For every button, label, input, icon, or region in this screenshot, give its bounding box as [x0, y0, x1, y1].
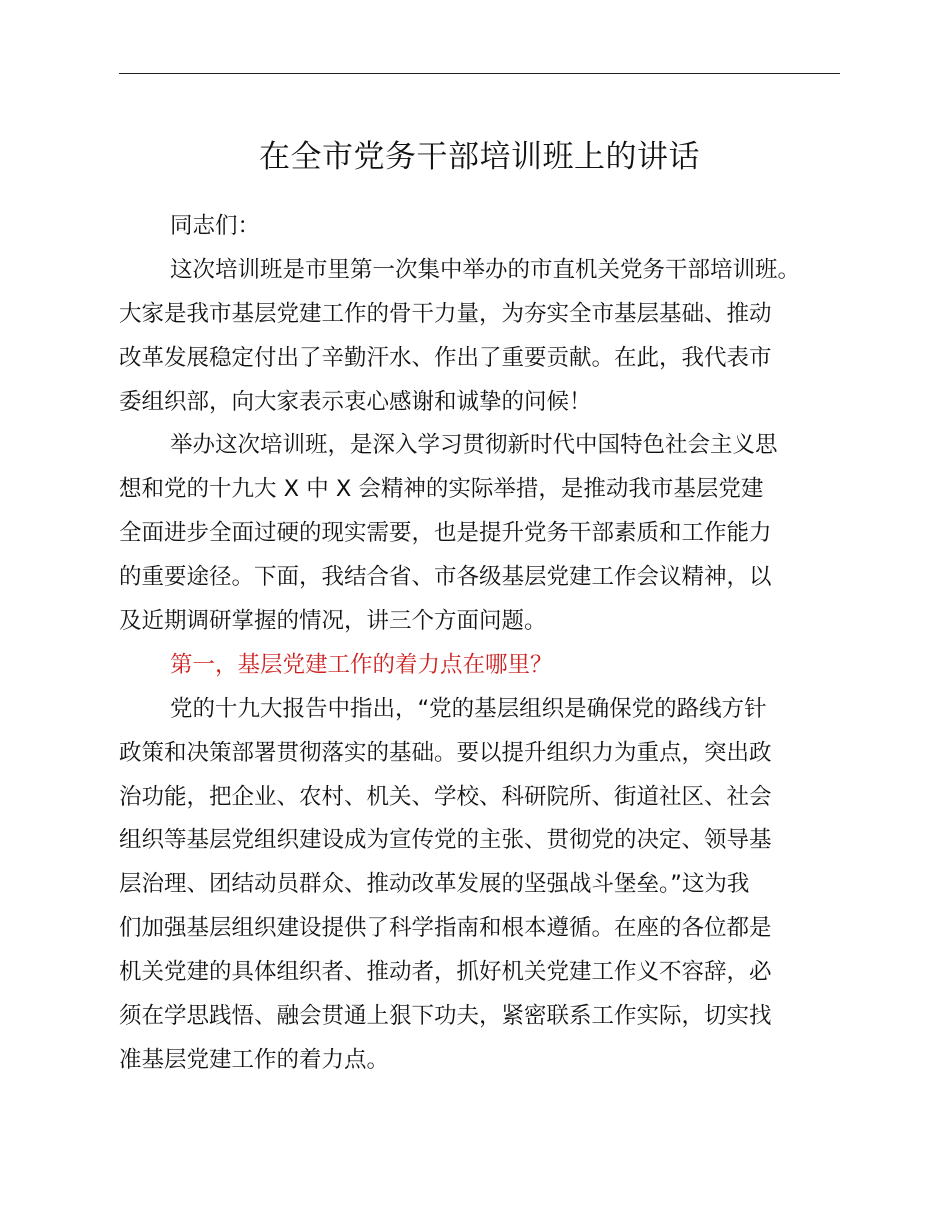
header-rule — [119, 73, 840, 74]
paragraph-3-line: 须在学思践悟、融会贯通上狠下功夫，紧密联系工作实际，切实找 — [119, 1003, 772, 1030]
paragraph-3-line: 党的十九大报告中指出，“党的基层组织是确保党的路线方针 — [170, 695, 767, 722]
document-title: 在全市党务干部培训班上的讲话 — [259, 139, 700, 175]
paragraph-2-line: 想和党的十九大 X 中 X 会精神的实际举措，是推动我市基层党建 — [119, 476, 764, 503]
paragraph-3-line: 层治理、团结动员群众、推动改革发展的坚强战斗堡垒。”这为我 — [119, 871, 750, 898]
section-heading-1: 第一，基层党建工作的着力点在哪里？ — [170, 651, 553, 678]
paragraph-2-line: 及近期调研掌握的情况，讲三个方面问题。 — [119, 608, 547, 635]
document-body — [119, 205, 842, 1083]
paragraph-3-line: 机关党建的具体组织者、推动者，抓好机关党建工作义不容辞，必 — [119, 959, 772, 986]
paragraph-3-line: 政策和决策部署贯彻落实的基础。要以提升组织力为重点，突出政 — [119, 739, 772, 766]
paragraph-1-line: 委组织部，向大家表示衷心感谢和诚挚的问候！ — [119, 388, 592, 415]
paragraph-3-line: 组织等基层党组织建设成为宣传党的主张、贯彻党的决定、领导基 — [119, 827, 772, 854]
paragraph-2-line: 全面进步全面过硬的现实需要，也是提升党务干部素质和工作能力 — [119, 520, 772, 547]
salutation: 同志们： — [170, 213, 261, 239]
paragraph-3-line: 治功能，把企业、农村、机关、学校、科研院所、街道社区、社会 — [119, 783, 772, 810]
paragraph-3-line: 们加强基层组织建设提供了科学指南和根本遵循。在座的各位都是 — [119, 915, 772, 942]
paragraph-1-line: 大家是我市基层党建工作的骨干力量，为夯实全市基层基础、推动 — [119, 300, 772, 327]
paragraph-3-line: 准基层党建工作的着力点。 — [119, 1046, 390, 1073]
paragraph-1-line: 这次培训班是市里第一次集中举办的市直机关党务干部培训班。 — [170, 256, 801, 283]
paragraph-2-line: 的重要途径。下面，我结合省、市各级基层党建工作会议精神，以 — [119, 564, 772, 591]
paragraph-1-line: 改革发展稳定付出了辛勤汗水、作出了重要贡献。在此，我代表市 — [119, 344, 772, 371]
paragraph-2-line: 举办这次培训班，是深入学习贯彻新时代中国特色社会主义思 — [170, 432, 778, 459]
